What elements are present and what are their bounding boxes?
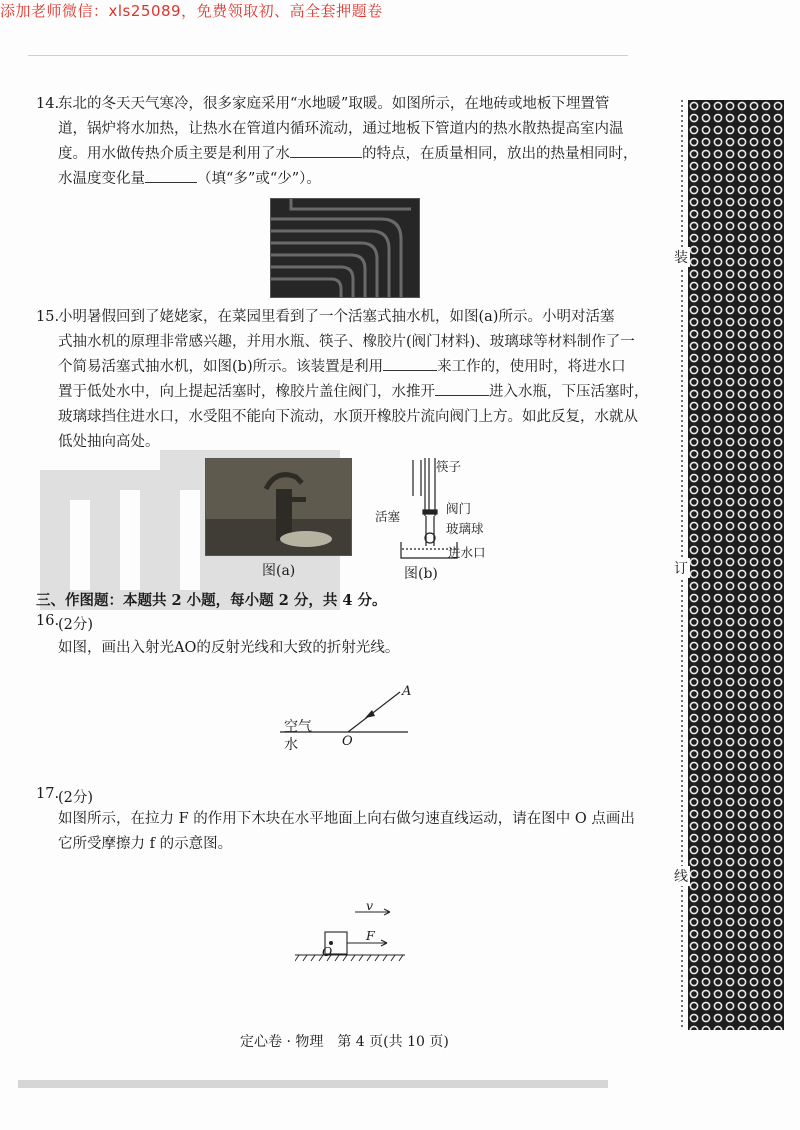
q17-line1: 如图所示，在拉力 F 的作用下木块在水平地面上向右做匀速直线运动，请在图中 O 点画出: [58, 811, 635, 827]
label-velocity: v: [366, 898, 374, 913]
binding-char-1: 装: [672, 247, 690, 267]
floor-heating-photo: [270, 198, 420, 298]
q14-line1: 东北的冬天天气寒冷，很多家庭采用“水地暖”取暖。如图所示，在地砖或地板下埋置管: [58, 96, 610, 112]
q14-line3: 度。用水做传热介质主要是利用了水 的特点，在质量相同，放出的热量相同时，: [58, 142, 658, 167]
label-point-o-17: O: [322, 944, 333, 959]
binding-char-2: 订: [672, 558, 690, 578]
binding-margin-pattern: [688, 100, 784, 1030]
q15-line1: 小明暑假回到了姥姥家，在菜园里看到了一个活塞式抽水机，如图(a)所示。小明对活塞: [58, 309, 615, 325]
q15-line3: 个简易活塞式抽水机，如图(b)所示。该装置是利用 来工作的，使用时，将进水口: [58, 355, 658, 380]
footer-page-info: 定心卷 · 物理 第 4 页(共 10 页): [240, 1034, 449, 1050]
label-water: 水: [284, 737, 298, 753]
footer-rule: [18, 1080, 608, 1088]
q17-line2: 它所受摩擦力 f 的示意图。: [58, 836, 233, 852]
header-rule: [28, 55, 628, 56]
label-chopstick: 筷子: [436, 459, 462, 474]
q15-line4: 置于低处水中，向上提起活塞时，橡胶片盖住阀门，水推开 进入水瓶，下压活塞时，: [58, 380, 658, 405]
label-inlet: 进水口: [448, 545, 486, 560]
q15-blank2[interactable]: [435, 381, 489, 396]
binding-char-3: 线: [672, 866, 690, 886]
q17-points: (2分): [58, 790, 94, 806]
q15-line5: 玻璃球挡住进水口，水受阻不能向下流动，水顶开橡胶片流向阀门上方。如此反复，水就从: [58, 409, 638, 425]
label-piston: 活塞: [375, 509, 401, 524]
label-force-f: F: [366, 928, 375, 943]
fig-a-caption: 图(a): [262, 563, 296, 579]
label-glass-ball: 玻璃球: [446, 521, 484, 536]
label-point-o: O: [342, 734, 353, 749]
q14-text: [58, 92, 658, 192]
block-force-diagram: [295, 900, 405, 970]
label-valve: 阀门: [446, 501, 472, 516]
q15-line2: 式抽水机的原理非常感兴趣，并用水瓶、筷子、橡胶片(阀门材料)、玻璃球等材料制作了一: [58, 334, 635, 350]
q17-number: 17.: [36, 786, 60, 802]
q14-blank2[interactable]: [145, 168, 197, 183]
label-point-a: A: [402, 684, 412, 699]
section3-title: 三、作图题：本题共 2 小题，每小题 2 分，共 4 分。: [36, 592, 387, 609]
fig-b-caption: 图(b): [404, 566, 438, 582]
q16-points: (2分): [58, 617, 94, 633]
pump-photo: [205, 458, 352, 556]
q14-blank1[interactable]: [290, 143, 362, 158]
q15-line6: 低处抽向高处。: [58, 434, 160, 450]
q17-text: [58, 807, 658, 857]
q15-blank1[interactable]: [383, 356, 437, 371]
q16-text: 如图，画出入射光AO的反射光线和大致的折射光线。: [58, 640, 400, 656]
q14-number: 14.: [36, 96, 60, 112]
label-air: 空气: [284, 719, 312, 735]
q14-line4: 水温度变化量 （填“多”或“少”）。: [58, 167, 658, 192]
header-ad-text: 添加老师微信：xls25089，免费领取初、高全套押题卷: [0, 2, 383, 20]
q15-number: 15.: [36, 309, 60, 325]
q14-line2: 道，锅炉将水加热，让热水在管道内循环流动，通过地板下管道内的热水散热提高室内温: [58, 121, 624, 137]
q16-number: 16.: [36, 613, 60, 629]
